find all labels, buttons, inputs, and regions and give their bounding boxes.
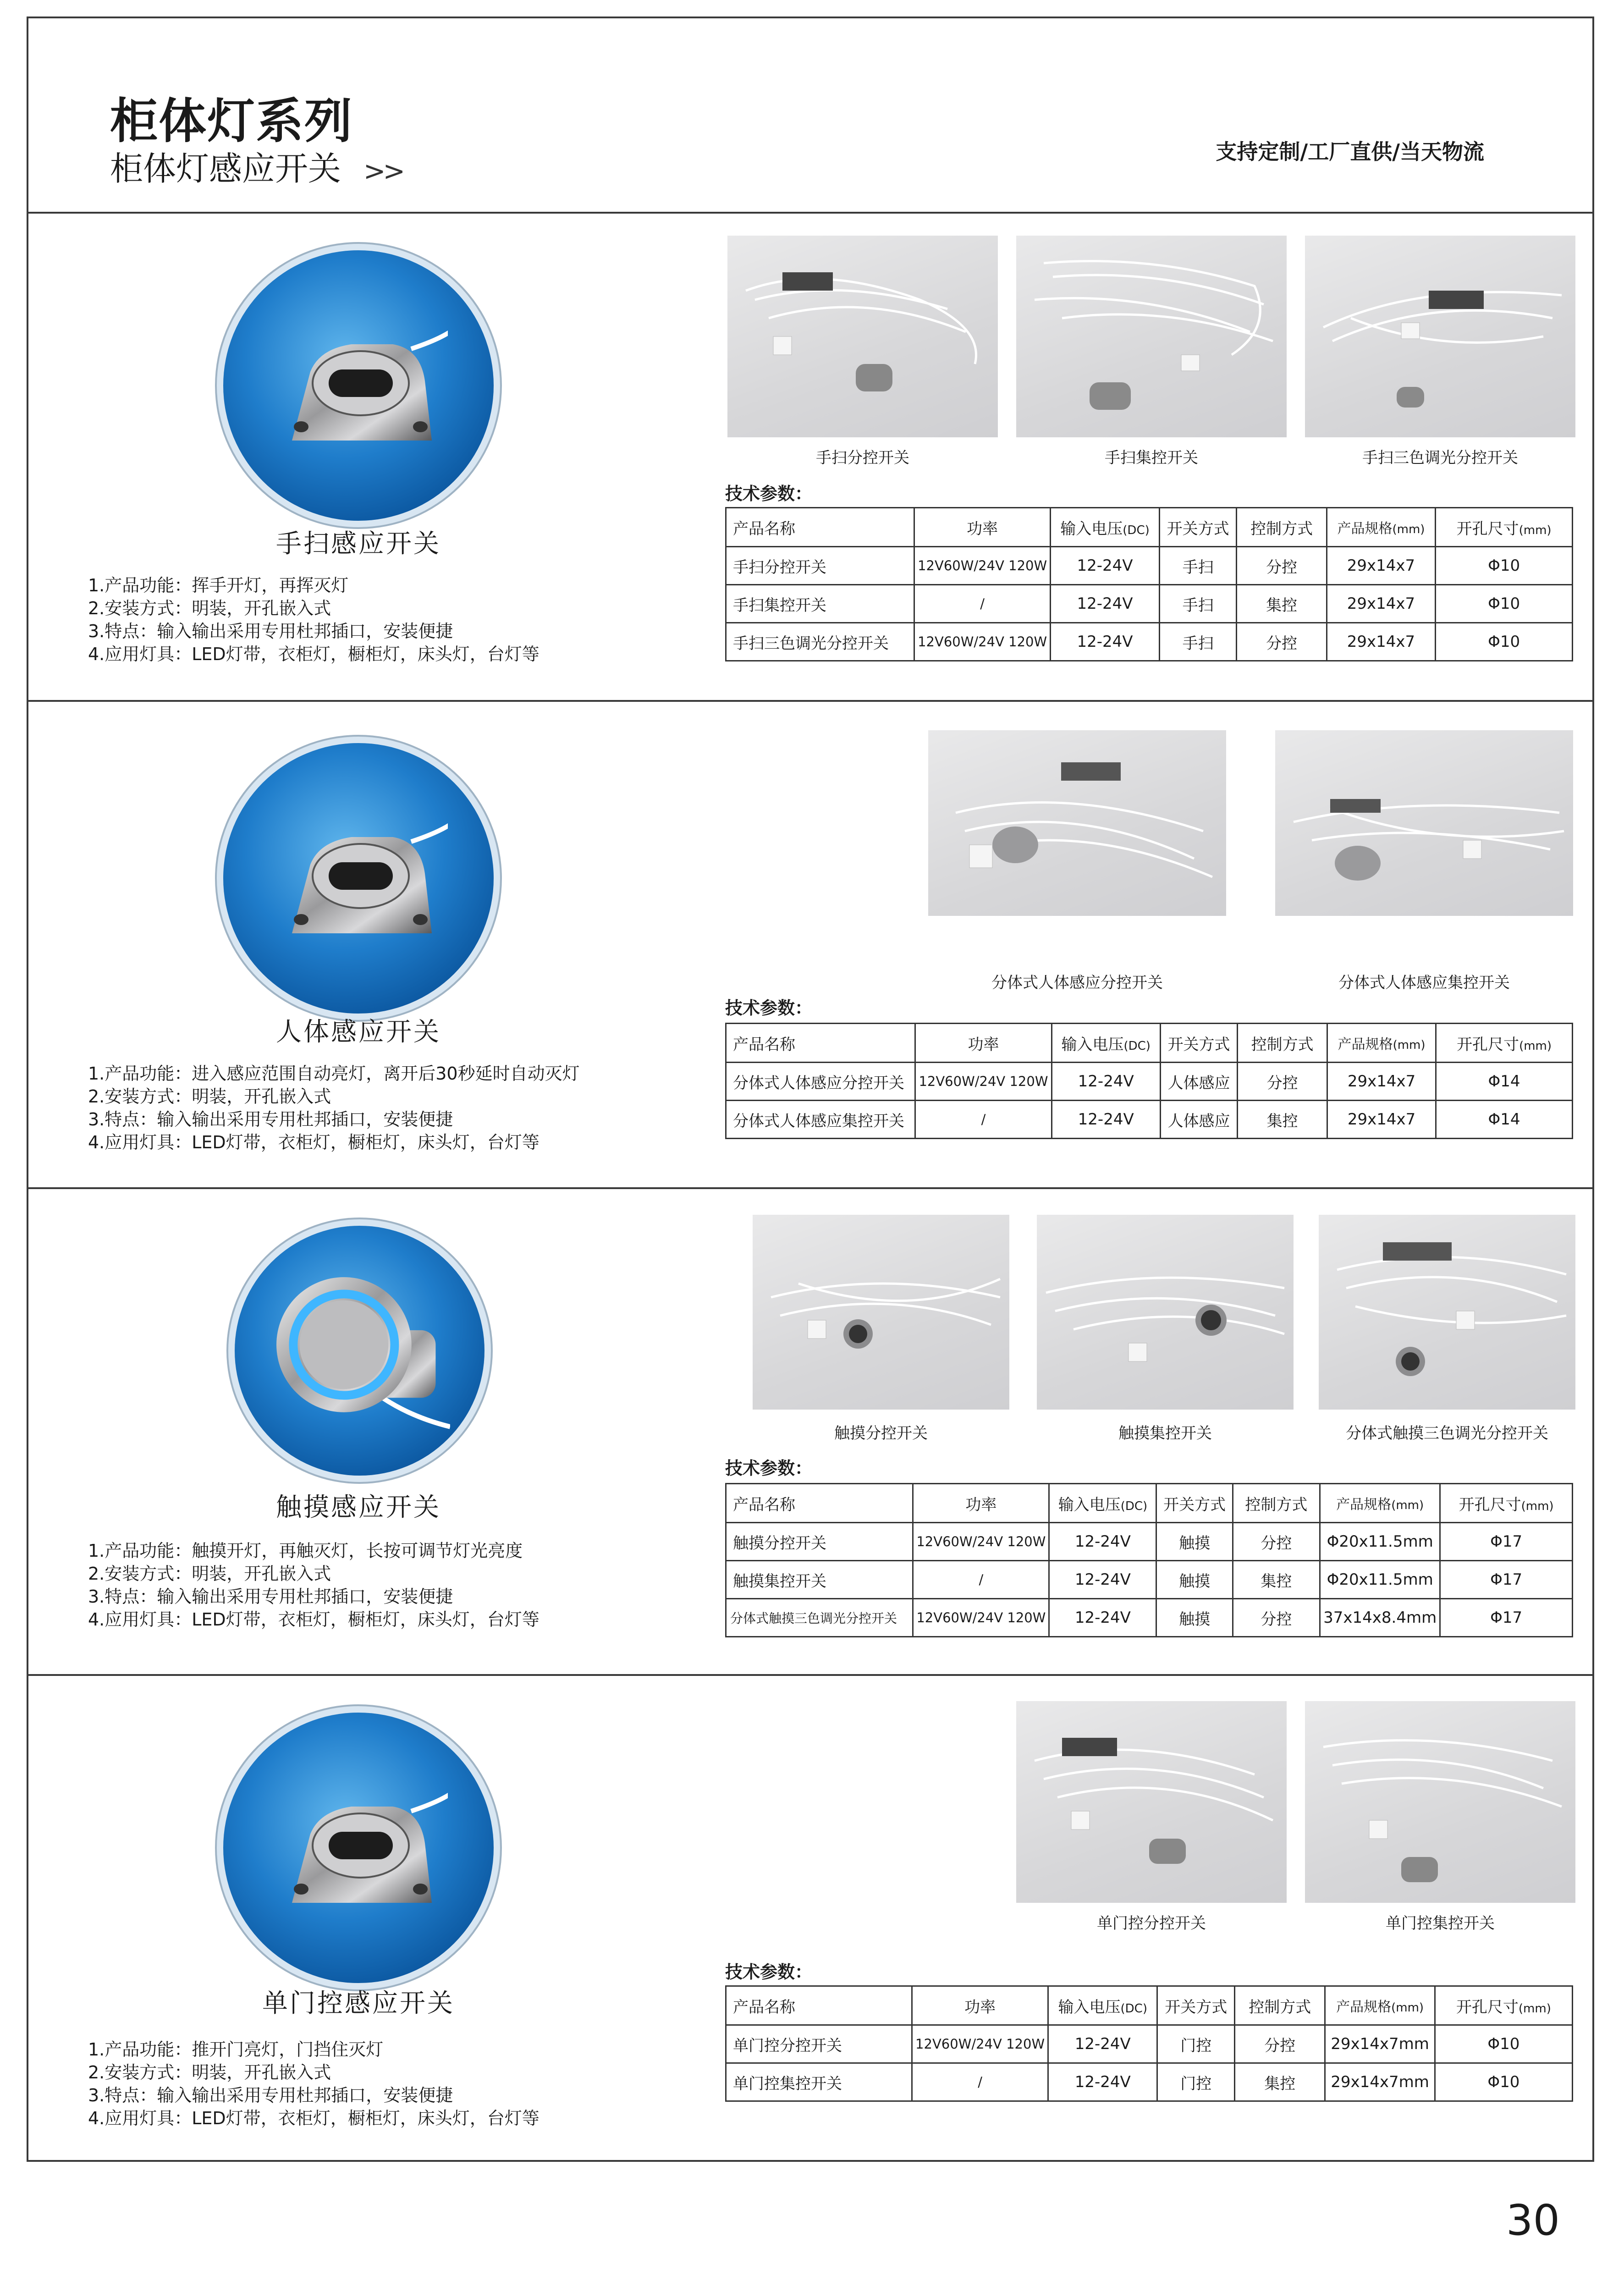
table-cell: 分控 [1235, 2025, 1325, 2063]
table-header: 开孔尺寸(mm) [1436, 1024, 1573, 1063]
feature-item: 1.产品功能：进入感应范围自动亮灯，离开后30秒延时自动灭灯 [88, 1063, 580, 1084]
table-header: 输入电压(DC) [1051, 1024, 1160, 1063]
table-header: 开关方式 [1157, 1986, 1235, 2025]
table-cell: 分体式触摸三色调光分控开关 [726, 1599, 913, 1637]
table-cell: 门控 [1157, 2063, 1235, 2101]
door-sensor-device-icon [274, 1784, 448, 1912]
table-cell: Φ17 [1440, 1599, 1573, 1637]
table-cell: 人体感应 [1160, 1063, 1237, 1101]
table-row [726, 1523, 1573, 1561]
table-cell: 29x14x7 [1327, 1063, 1436, 1101]
table-header: 控制方式 [1238, 1024, 1327, 1063]
table-cell: 29x14x7mm [1325, 2025, 1435, 2063]
section-touch-sensor [28, 1189, 1592, 1674]
table-cell: 集控 [1238, 1101, 1327, 1139]
product-hero-image [223, 743, 494, 1014]
wave-sensor-central-photo [1016, 236, 1287, 437]
photo-caption: 单门控分控开关 [1097, 1914, 1206, 1933]
table-cell: 29x14x7 [1327, 1101, 1436, 1139]
feature-item: 1.产品功能：推开门亮灯，门挡住灭灯 [88, 2039, 384, 2060]
table-cell: / [915, 1101, 1051, 1139]
page-subtitle [110, 142, 402, 190]
table-cell: 手扫 [1159, 623, 1237, 661]
feature-list [88, 2038, 539, 2130]
feature-item: 3.特点：输入输出采用专用杜邦插口，安装便捷 [88, 1587, 453, 1607]
table-cell: Φ20x11.5mm [1320, 1523, 1440, 1561]
table-cell: Φ20x11.5mm [1320, 1561, 1440, 1599]
table-header: 产品规格(mm) [1320, 1484, 1440, 1523]
photo-caption: 单门控集控开关 [1386, 1914, 1495, 1933]
table-cell: 手扫 [1159, 585, 1237, 623]
feature-item: 4.应用灯具：LED灯带，衣柜灯，橱柜灯，床头灯，台灯等 [88, 1132, 539, 1152]
section-door-sensor [28, 1676, 1592, 2160]
table-header: 开孔尺寸(mm) [1440, 1484, 1573, 1523]
table-header: 产品名称 [726, 1024, 915, 1063]
table-row [726, 1561, 1573, 1599]
table-cell: 29x14x7 [1327, 585, 1435, 623]
table-cell: 手扫分控开关 [726, 547, 914, 585]
product-name: 手扫感应开关 [276, 529, 441, 559]
table-header: 产品规格(mm) [1327, 508, 1435, 547]
table-cell: Φ10 [1435, 2025, 1572, 2063]
table-row [726, 547, 1573, 585]
table-header: 开孔尺寸(mm) [1435, 1986, 1572, 2025]
table-cell: 12-24V [1049, 1561, 1156, 1599]
tech-params-label: 技术参数： [725, 1962, 813, 1982]
door-sensor-split-photo [1016, 1701, 1287, 1903]
page-number: 30 [1506, 2196, 1560, 2245]
table-cell: 12-24V [1051, 1101, 1160, 1139]
feature-list [88, 1539, 539, 1631]
table-header: 功率 [912, 1986, 1048, 2025]
table-cell: Φ17 [1440, 1561, 1573, 1599]
table-cell: 集控 [1233, 1561, 1320, 1599]
table-cell: 单门控分控开关 [726, 2025, 912, 2063]
table-header: 功率 [914, 508, 1051, 547]
table-row [726, 585, 1573, 623]
table-cell: 12V60W/24V 120W [914, 547, 1051, 585]
table-header: 控制方式 [1235, 1986, 1325, 2025]
feature-item: 4.应用灯具：LED灯带，衣柜灯，橱柜灯，床头灯，台灯等 [88, 2108, 539, 2128]
table-cell: 12-24V [1048, 2025, 1157, 2063]
wave-sensor-tricolor-photo [1305, 236, 1575, 437]
table-cell: 单门控集控开关 [726, 2063, 912, 2101]
table-cell: Φ10 [1436, 585, 1573, 623]
spec-table [725, 507, 1573, 661]
table-cell: 29x14x7 [1327, 623, 1435, 661]
tech-params-label: 技术参数： [725, 1458, 813, 1478]
double-chevron-icon: >> [363, 155, 403, 187]
feature-item: 3.特点：输入输出采用专用杜邦插口，安装便捷 [88, 2085, 453, 2105]
table-cell: 37x14x8.4mm [1320, 1599, 1440, 1637]
table-cell: 触摸 [1156, 1561, 1233, 1599]
table-cell: / [913, 1561, 1049, 1599]
table-header: 输入电压(DC) [1049, 1484, 1156, 1523]
table-cell: 12V60W/24V 120W [913, 1599, 1049, 1637]
table-row [726, 2025, 1573, 2063]
table-row [726, 1063, 1573, 1101]
product-hero-image [235, 1226, 484, 1476]
photo-caption: 手扫三色调光分控开关 [1362, 449, 1518, 467]
table-header: 控制方式 [1237, 508, 1327, 547]
table-row [726, 1101, 1573, 1139]
tech-params-label: 技术参数： [725, 484, 813, 504]
table-cell: 12-24V [1051, 547, 1160, 585]
photo-caption: 分体式触摸三色调光分控开关 [1346, 1424, 1548, 1443]
table-cell: Φ14 [1436, 1063, 1573, 1101]
table-row [726, 623, 1573, 661]
table-cell: 触摸 [1156, 1523, 1233, 1561]
table-cell: 分控 [1237, 623, 1327, 661]
table-cell: Φ14 [1436, 1101, 1573, 1139]
table-row [726, 1599, 1573, 1637]
touch-switch-tricolor-photo [1319, 1215, 1575, 1410]
table-header: 产品名称 [726, 508, 914, 547]
section-pir-sensor [28, 702, 1592, 1187]
table-cell: 29x14x7mm [1325, 2063, 1435, 2101]
feature-item: 3.特点：输入输出采用专用杜邦插口，安装便捷 [88, 1109, 453, 1129]
slogan: 支持定制/工厂直供/当天物流 [1216, 139, 1484, 164]
table-header-row [726, 1484, 1573, 1523]
table-cell: Φ17 [1440, 1523, 1573, 1561]
table-cell: 触摸集控开关 [726, 1561, 913, 1599]
spec-table [725, 1483, 1573, 1637]
product-name: 人体感应开关 [276, 1017, 441, 1047]
feature-item: 1.产品功能：挥手开灯，再挥灭灯 [88, 575, 349, 595]
table-cell: 29x14x7 [1327, 547, 1435, 585]
table-cell: 12V60W/24V 120W [915, 1063, 1051, 1101]
table-cell: 12-24V [1048, 2063, 1157, 2101]
table-header: 输入电压(DC) [1051, 508, 1160, 547]
table-cell: 人体感应 [1160, 1101, 1237, 1139]
table-header: 输入电压(DC) [1048, 1986, 1157, 2025]
feature-item: 4.应用灯具：LED灯带，衣柜灯，橱柜灯，床头灯，台灯等 [88, 1609, 539, 1630]
table-cell: 分控 [1233, 1523, 1320, 1561]
table-row [726, 2063, 1573, 2101]
table-cell: 分控 [1233, 1599, 1320, 1637]
table-cell: 触摸 [1156, 1599, 1233, 1637]
table-cell: 12-24V [1049, 1599, 1156, 1637]
table-header: 产品规格(mm) [1325, 1986, 1435, 2025]
table-cell: 门控 [1157, 2025, 1235, 2063]
table-cell: Φ10 [1435, 2063, 1572, 2101]
product-name: 触摸感应开关 [276, 1493, 441, 1522]
photo-caption: 手扫集控开关 [1105, 449, 1198, 467]
table-cell: 集控 [1237, 585, 1327, 623]
table-header: 产品规格(mm) [1327, 1024, 1436, 1063]
pir-sensor-central-photo [1275, 730, 1573, 916]
table-cell: 分体式人体感应集控开关 [726, 1101, 915, 1139]
table-header: 开关方式 [1159, 508, 1237, 547]
pir-sensor-split-photo [928, 730, 1226, 916]
table-cell: 12V60W/24V 120W [913, 1523, 1049, 1561]
section-wave-sensor [28, 214, 1592, 700]
table-cell: / [914, 585, 1051, 623]
table-header: 开关方式 [1160, 1024, 1237, 1063]
table-header: 功率 [915, 1024, 1051, 1063]
table-cell: 集控 [1235, 2063, 1325, 2101]
spec-table [725, 1023, 1573, 1139]
photo-caption: 分体式人体感应集控开关 [1338, 974, 1510, 992]
touch-switch-split-photo [753, 1215, 1009, 1410]
feature-item: 2.安装方式：明装，开孔嵌入式 [88, 1564, 331, 1584]
feature-item: 2.安装方式：明装，开孔嵌入式 [88, 1086, 331, 1107]
table-header: 控制方式 [1233, 1484, 1320, 1523]
page-title: 柜体灯系列 [110, 93, 353, 149]
table-cell: 手扫集控开关 [726, 585, 914, 623]
feature-item: 1.产品功能：触摸开灯，再触灭灯，长按可调节灯光亮度 [88, 1541, 523, 1561]
table-cell: 手扫三色调光分控开关 [726, 623, 914, 661]
table-cell: 12-24V [1049, 1523, 1156, 1561]
table-cell: Φ10 [1436, 547, 1573, 585]
table-header-row [726, 1024, 1573, 1063]
table-cell: 12V60W/24V 120W [914, 623, 1051, 661]
table-cell: Φ10 [1436, 623, 1573, 661]
feature-item: 2.安装方式：明装，开孔嵌入式 [88, 598, 331, 618]
table-cell: 12-24V [1051, 585, 1160, 623]
table-header-row [726, 508, 1573, 547]
table-cell: 手扫 [1159, 547, 1237, 585]
wave-sensor-device-icon [274, 321, 448, 450]
feature-item: 3.特点：输入输出采用专用杜邦插口，安装便捷 [88, 621, 453, 641]
table-header-row [726, 1986, 1573, 2025]
table-cell: 分体式人体感应分控开关 [726, 1063, 915, 1101]
feature-item: 2.安装方式：明装，开孔嵌入式 [88, 2062, 331, 2083]
table-cell: 分控 [1237, 547, 1327, 585]
table-cell: 12-24V [1051, 623, 1160, 661]
touch-switch-device-icon [267, 1262, 450, 1437]
photo-caption: 分体式人体感应分控开关 [991, 974, 1163, 992]
table-header: 开关方式 [1156, 1484, 1233, 1523]
wave-sensor-split-photo [727, 236, 998, 437]
table-header: 功率 [913, 1484, 1049, 1523]
table-header: 产品名称 [726, 1484, 913, 1523]
table-cell: 12V60W/24V 120W [912, 2025, 1048, 2063]
feature-list [88, 574, 539, 666]
table-header: 开孔尺寸(mm) [1436, 508, 1573, 547]
subtitle-text: 柜体灯感应开关 [110, 149, 341, 188]
feature-item: 4.应用灯具：LED灯带，衣柜灯，橱柜灯，床头灯，台灯等 [88, 644, 539, 664]
pir-sensor-device-icon [274, 814, 448, 942]
photo-caption: 触摸集控开关 [1118, 1424, 1212, 1443]
table-cell: 触摸分控开关 [726, 1523, 913, 1561]
product-hero-image [223, 1713, 494, 1983]
touch-switch-central-photo [1037, 1215, 1294, 1410]
table-header: 产品名称 [726, 1986, 912, 2025]
product-hero-image [223, 250, 494, 521]
spec-table [725, 1985, 1573, 2102]
tech-params-label: 技术参数： [725, 998, 813, 1018]
door-sensor-central-photo [1305, 1701, 1575, 1903]
photo-caption: 手扫分控开关 [816, 449, 909, 467]
product-name: 单门控感应开关 [262, 1989, 455, 2018]
table-cell: 分控 [1238, 1063, 1327, 1101]
table-cell: 12-24V [1051, 1063, 1160, 1101]
photo-caption: 触摸分控开关 [834, 1424, 928, 1443]
feature-list [88, 1062, 580, 1154]
table-cell: / [912, 2063, 1048, 2101]
